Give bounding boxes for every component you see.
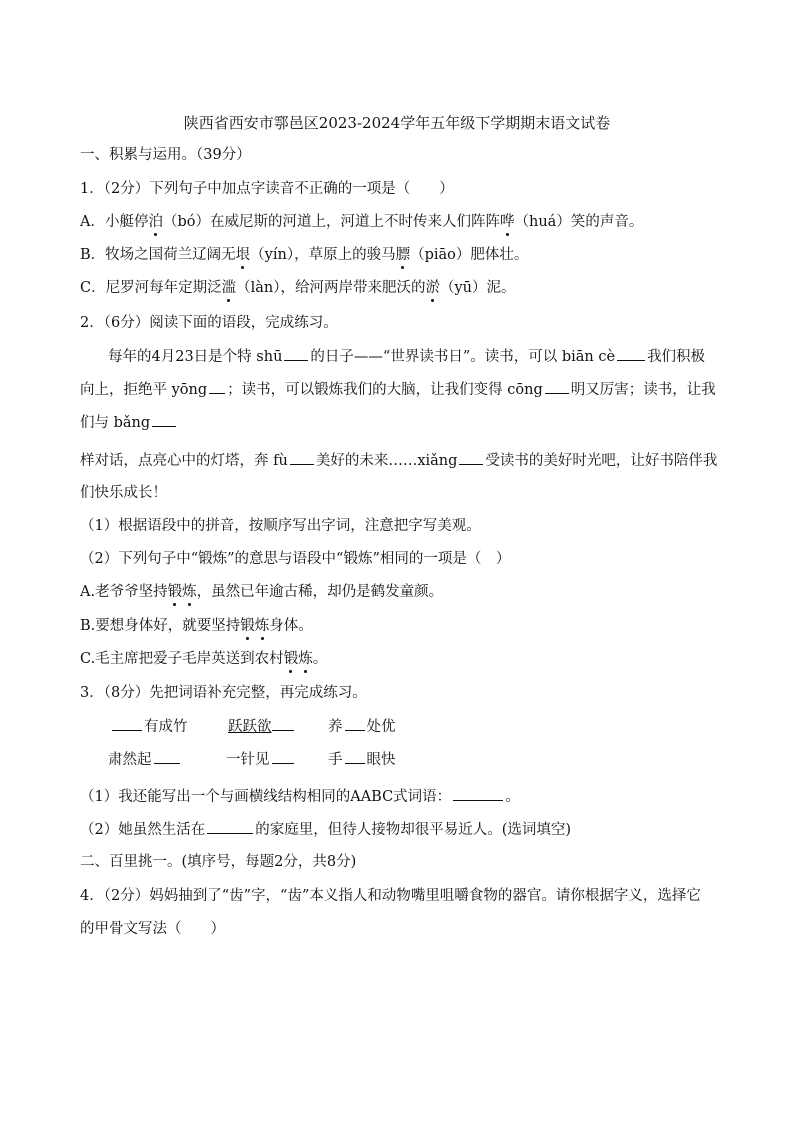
q2-blank-7[interactable] <box>459 450 483 465</box>
q3-word-6 <box>328 749 396 770</box>
q3-word-3-b: 处优 <box>366 719 396 735</box>
q1-c-dotted-char-2: 淤 <box>425 280 440 296</box>
q3-sub2-text: （2）她虽然生活在 <box>80 822 206 838</box>
q3-word-1-blank[interactable] <box>112 716 142 731</box>
q2-blank-4[interactable] <box>545 379 569 394</box>
q2-a-dotted-1: 锻 <box>167 584 183 600</box>
q1-c-mid: （làn），给河两岸带来肥沃的 <box>236 280 426 296</box>
q4-stem-line-2: 的甲骨文写法（ ） <box>80 921 225 937</box>
q1-b-mid: （yín），草原上的骏马 <box>250 247 396 263</box>
exam-title: 陕西省西安市鄠邑区2023-2024学年五年级下学期期末语文试卷 <box>183 114 611 132</box>
q2-option-c <box>80 649 327 669</box>
q2-a-dotted-2: 炼 <box>182 584 197 600</box>
q3-word-1-text: 有成竹 <box>144 719 188 735</box>
q2-stem: 2．（6分）阅读下面的语段，完成练习。 <box>80 315 338 331</box>
q3-sub-question-1 <box>80 786 520 807</box>
q2-b-dotted-1: 锻 <box>240 618 255 634</box>
q2-b-post: 身体。 <box>269 618 313 634</box>
q1-a-post: （huá）笑的声音。 <box>514 214 644 230</box>
q1-a-dotted-char: 泊 <box>148 214 163 230</box>
q1-b-dotted-char-2: 膘 <box>395 247 411 263</box>
q1-b-pre: B．牧场之国荷兰辽阔无 <box>80 247 236 263</box>
q3-word-1 <box>110 716 188 737</box>
q2-p1-c: 我们积极 <box>647 349 706 365</box>
q3-sub2-end: 的家庭里，但待人接物却很平易近人。(选词填空) <box>255 822 572 838</box>
q1-b-post: （piāo）肥体壮。 <box>410 247 529 263</box>
q2-c-dotted-2: 炼 <box>298 651 313 667</box>
q3-word-4-text: 肃然起 <box>108 752 152 768</box>
q3-word-2-blank[interactable] <box>272 716 294 731</box>
q2-option-a <box>80 582 443 602</box>
q1-option-b <box>80 245 528 265</box>
q1-c-dotted-char: 滥 <box>221 280 237 296</box>
q2-p1-a: 每年的4月23日是个特 shū <box>108 349 283 365</box>
q2-a-pre: A.老爷爷坚持 <box>80 584 168 600</box>
q4-stem-line-1: 4．（2分）妈妈抽到了“齿”字，“齿”本义指人和动物嘴里咀嚼食物的器官。请你根据字义，选择它 <box>80 888 701 904</box>
q1-a-dotted-char-2: 哗 <box>500 214 515 230</box>
q1-a-mid: （bó）在威尼斯的河道上，河道上不时传来人们阵阵 <box>162 214 500 230</box>
q3-word-3-blank[interactable] <box>345 716 365 731</box>
q2-blank-1[interactable] <box>284 346 308 361</box>
q1-b-dotted-char: 垠 <box>235 247 251 263</box>
q3-word-3 <box>328 716 396 737</box>
q3-word-3-a: 养 <box>328 719 343 735</box>
q3-word-6-blank[interactable] <box>345 749 365 764</box>
q3-sub1-end: 。 <box>505 789 520 805</box>
section-1-heading: 一、积累与运用。（39分） <box>80 147 251 163</box>
q3-word-6-b: 眼快 <box>366 752 396 768</box>
q1-a-pre: A．小艇停 <box>80 214 149 230</box>
q2-p2-c: 明又厉害；读书，让我 <box>570 382 716 398</box>
q3-sub1-text: （1）我还能写出一个与画横线结构相同的AABC式词语： <box>80 789 452 805</box>
q2-passage-line-1 <box>108 346 705 367</box>
q2-b-pre: B.要想身体好，就要坚持 <box>80 618 241 634</box>
q1-c-post: （yū）泥。 <box>439 280 516 296</box>
q2-passage-line-3 <box>80 412 178 433</box>
q3-word-5-text: 一针见 <box>226 752 270 768</box>
q2-p4-c: 受读书的美好时光吧，让好书陪伴我 <box>485 453 718 469</box>
q2-b-dotted-2: 炼 <box>254 618 270 634</box>
q3-word-5-blank[interactable] <box>272 749 294 764</box>
q2-p2-a: 向上，拒绝平 yōng <box>80 382 208 398</box>
q2-blank-5[interactable] <box>152 412 176 427</box>
q2-blank-3[interactable] <box>209 379 225 394</box>
q2-passage-line-4 <box>80 450 717 471</box>
q2-p4-a: 样对话，点亮心中的灯塔，奔 fù <box>80 453 288 469</box>
q3-sub-question-2 <box>80 819 571 840</box>
q3-stem: 3．（8分）先把词语补充完整，再完成练习。 <box>80 685 367 701</box>
q3-word-6-a: 手 <box>328 752 343 768</box>
q2-p1-b: 的日子——“世界读书日”。读书，可以 biān cè <box>310 349 616 365</box>
q2-option-b <box>80 616 313 636</box>
q3-word-2 <box>228 716 296 737</box>
q2-c-dotted-1: 锻 <box>283 651 299 667</box>
q2-sub-question-1: （1）根据语段中的拼音，按顺序写出字词，注意把字写美观。 <box>80 518 481 534</box>
q3-word-5 <box>226 749 296 770</box>
q2-passage-line-2 <box>80 379 716 400</box>
q3-sub2-blank[interactable] <box>207 819 253 834</box>
q3-word-4-blank[interactable] <box>154 749 180 764</box>
section-2-heading: 二、百里挑一。(填序号，每题2分，共8分) <box>80 854 357 870</box>
q1-c-pre: C．尼罗河每年定期泛 <box>80 280 222 296</box>
q2-p4-b: 美好的未来……xiǎng <box>315 453 458 469</box>
q2-p3-a: 们与 bǎng <box>80 415 151 431</box>
q2-blank-6[interactable] <box>290 450 314 465</box>
q2-sub-question-2: （2）下列句子中“锻炼”的意思与语段中“锻炼”相同的一项是（ ） <box>80 551 511 567</box>
q3-word-2-text: 跃跃欲 <box>228 719 272 735</box>
q1-stem: 1．（2分）下列句子中加点字读音不正确的一项是（ ） <box>80 181 454 197</box>
q1-option-c <box>80 278 516 298</box>
q2-a-post: ，虽然已年逾古稀，却仍是鹤发童颜。 <box>196 584 444 600</box>
q3-word-4 <box>108 749 182 770</box>
q2-c-pre: C.毛主席把爱子毛岸英送到农村 <box>80 651 284 667</box>
q2-passage-line-5: 们快乐成长！ <box>80 485 167 501</box>
q2-p2-b: ；读书，可以锻炼我们的大脑，让我们变得 cōng <box>227 382 543 398</box>
q3-sub1-blank[interactable] <box>453 786 503 801</box>
q2-blank-2[interactable] <box>617 346 645 361</box>
q1-option-a <box>80 212 643 232</box>
q2-c-post: 。 <box>312 651 328 667</box>
